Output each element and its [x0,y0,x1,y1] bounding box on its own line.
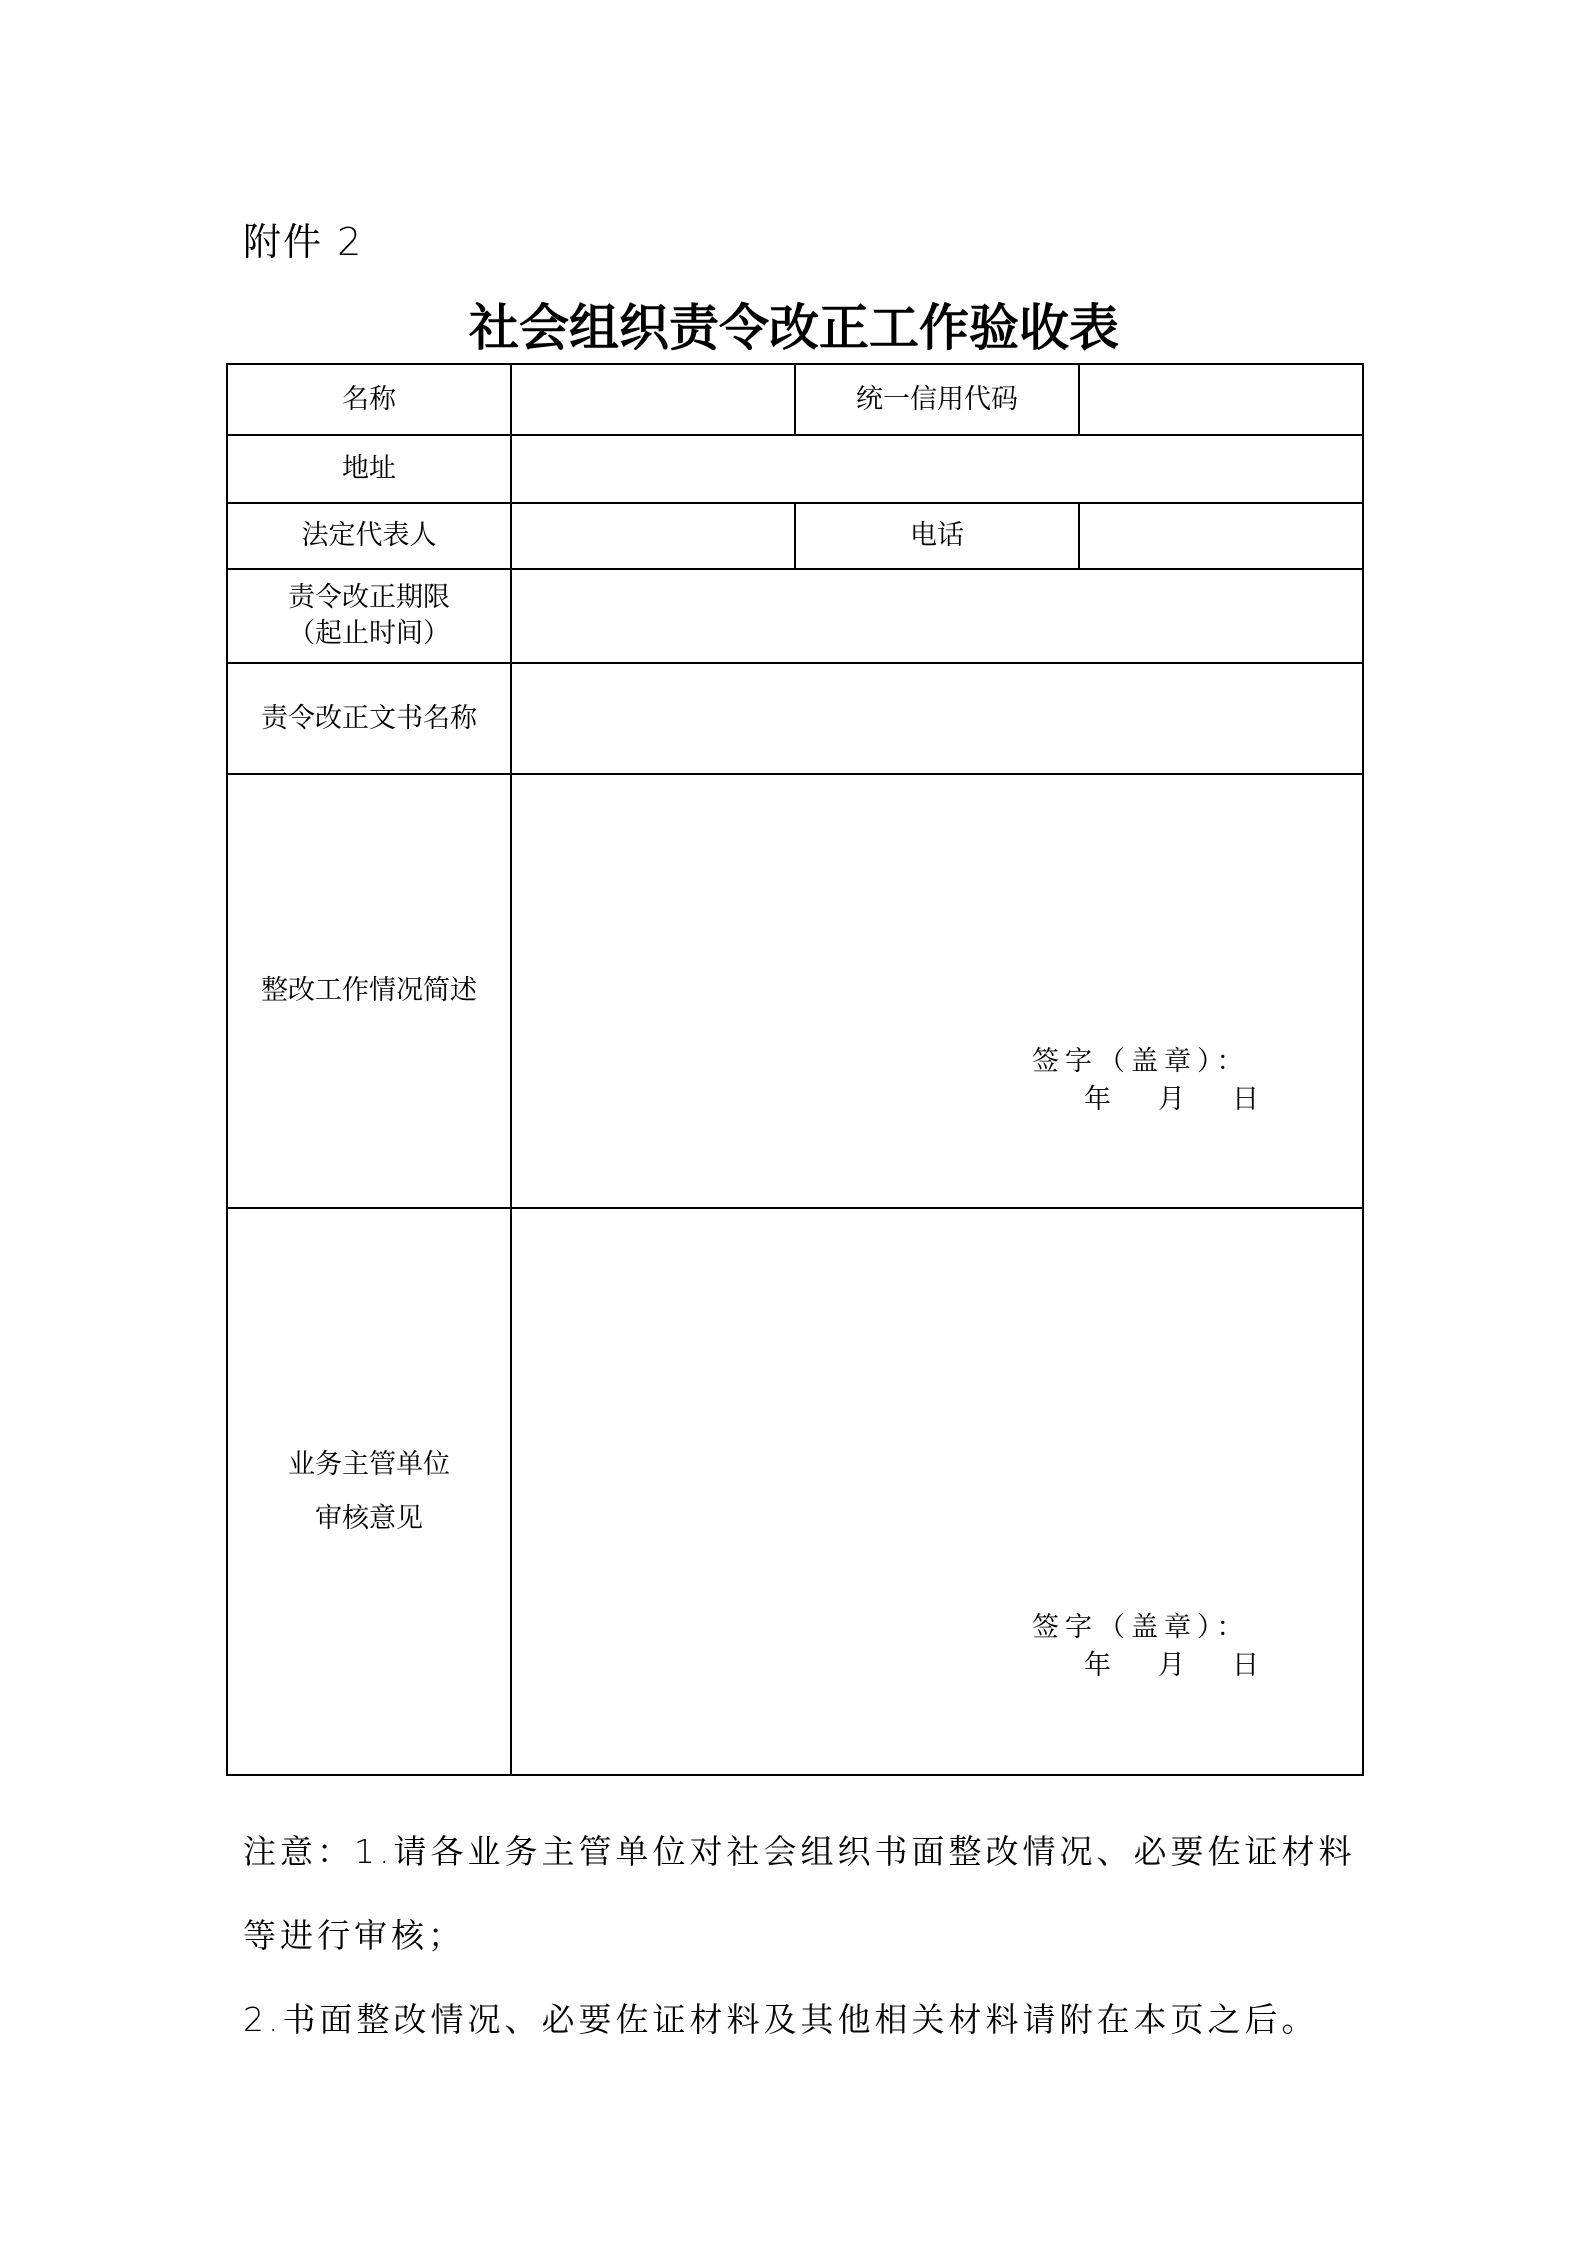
signature-block [1032,1609,1306,1685]
signature-block [1032,1043,1306,1119]
table-row [227,774,1363,1208]
acceptance-form-table [226,363,1364,1776]
supervisor-review-label-line1: 业务主管单位 [288,1448,450,1480]
note-line-2: 等进行审核； [243,1916,465,1955]
signature-date [1032,1081,1306,1119]
notes-section [243,1810,1363,2062]
phone-field[interactable] [1079,503,1363,569]
note-line-3: 2.书面整改情况、必要佐证材料及其他相关材料请附在本页之后。 [243,2000,1319,2039]
year-label: 年 [1084,1650,1117,1681]
table-row [227,435,1363,503]
deadline-label-line2: （起止时间） [288,618,450,649]
signature-label: 签字（盖章）： [1032,1046,1250,1077]
rectification-summary-label: 整改工作情况简述 [227,774,511,1208]
document-name-field[interactable] [511,663,1363,774]
phone-label: 电话 [795,503,1079,569]
supervisor-review-field[interactable] [511,1208,1363,1775]
deadline-field[interactable] [511,569,1363,663]
legal-rep-field[interactable] [511,503,795,569]
day-label: 日 [1232,1650,1265,1681]
page-title: 社会组织责令改正工作验收表 [469,298,1119,357]
month-label: 月 [1158,1650,1191,1681]
table-row [227,364,1363,435]
address-field[interactable] [511,435,1363,503]
table-row [227,1208,1363,1775]
deadline-label [227,569,511,663]
name-label: 名称 [227,364,511,435]
document-name-label: 责令改正文书名称 [227,663,511,774]
name-field[interactable] [511,364,795,435]
supervisor-review-label-line2: 审核意见 [315,1502,423,1534]
attachment-label: 附件 2 [243,220,364,264]
table-row [227,569,1363,663]
deadline-label-line1: 责令改正期限 [288,582,450,613]
signature-label: 签字（盖章）： [1032,1612,1250,1643]
credit-code-field[interactable] [1079,364,1363,435]
month-label: 月 [1158,1084,1191,1115]
signature-date [1032,1647,1306,1685]
table-row [227,503,1363,569]
supervisor-review-label [227,1208,511,1775]
year-label: 年 [1084,1084,1117,1115]
credit-code-label: 统一信用代码 [795,364,1079,435]
address-label: 地址 [227,435,511,503]
note-line-1: 注意：1.请各业务主管单位对社会组织书面整改情况、必要佐证材料 [243,1832,1356,1871]
day-label: 日 [1232,1084,1265,1115]
table-row [227,663,1363,774]
rectification-summary-field[interactable] [511,774,1363,1208]
legal-rep-label: 法定代表人 [227,503,511,569]
